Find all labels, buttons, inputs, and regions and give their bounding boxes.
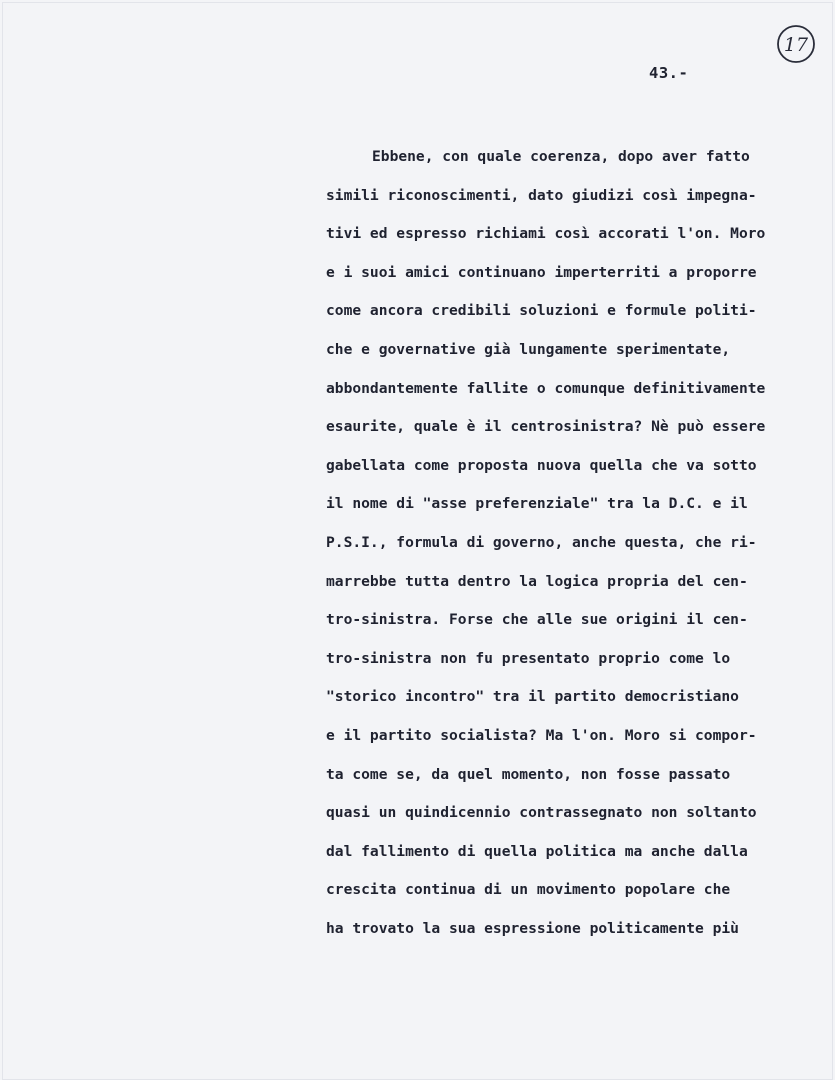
text-line: ha trovato la sua espressione politicamente più <box>326 919 739 937</box>
text-line: e i suoi amici continuano imperterriti a proporre <box>326 263 757 281</box>
text-line: crescita continua di un movimento popolare che <box>326 881 731 899</box>
text-line: il nome di "asse preferenziale" tra la D.C. e il <box>326 495 748 513</box>
text-line: che e governative già lungamente sperimentate, <box>326 340 731 358</box>
stamp-number: 17 <box>783 34 809 56</box>
text-line: quasi un quindicennio contrassegnato non soltanto <box>326 804 757 822</box>
body-text <box>326 138 826 948</box>
text-line: ta come se, da quel momento, non fosse passato <box>326 765 731 783</box>
text-line: Ebbene, con quale coerenza, dopo aver fatto <box>372 148 750 165</box>
text-line: e il partito socialista? Ma l'on. Moro si compor- <box>326 726 757 744</box>
text-line: tivi ed espresso richiami così accorati l'on. Moro <box>326 225 766 243</box>
text-line: esaurite, quale è il centrosinistra? Nè può essere <box>326 418 766 436</box>
text-line: gabellata come proposta nuova quella che va sotto <box>326 456 757 474</box>
page-number: 43.- <box>649 64 689 82</box>
archive-stamp <box>775 23 817 65</box>
text-line: dal fallimento di quella politica ma anche dalla <box>326 842 748 860</box>
text-line: P.S.I., formula di governo, anche questa, che ri- <box>326 533 757 551</box>
text-line: marrebbe tutta dentro la logica propria del cen- <box>326 572 748 590</box>
text-line: "storico incontro" tra il partito democristiano <box>326 688 739 706</box>
text-line: abbondantemente fallite o comunque definitivamente <box>326 379 766 397</box>
text-line: come ancora credibili soluzioni e formule politi- <box>326 302 757 320</box>
text-line: tro-sinistra. Forse che alle sue origini il cen- <box>326 611 748 629</box>
text-line: tro-sinistra non fu presentato proprio come lo <box>326 649 731 667</box>
text-line: simili riconoscimenti, dato giudizi così impegna- <box>326 186 757 204</box>
